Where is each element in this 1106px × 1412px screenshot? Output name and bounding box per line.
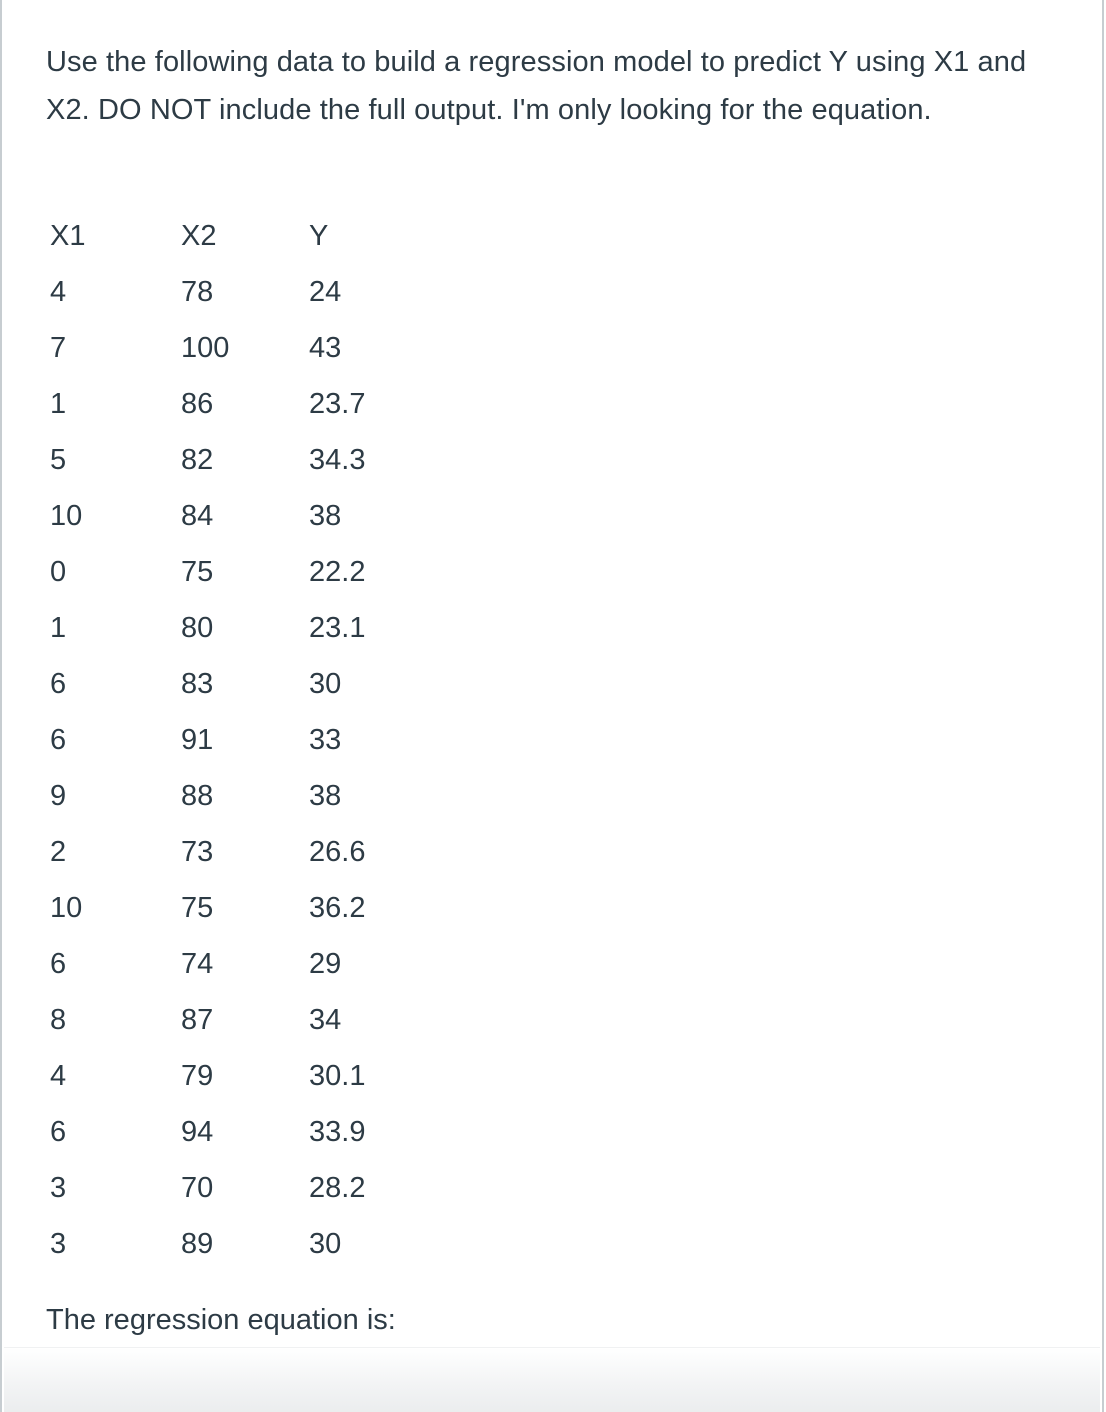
cell-x1: 6 [50,667,67,700]
table-row [46,880,429,936]
table-row [46,1048,429,1104]
cell-x1: 6 [50,723,67,756]
cell-y: 28.2 [309,1171,366,1204]
table-header-row [46,208,429,264]
cell-y: 30 [309,667,342,700]
table-row [46,768,429,824]
cell-y: 26.6 [309,835,366,868]
data-table [46,208,429,1272]
cell-x2: 84 [181,499,214,532]
cell-x1: 8 [50,1003,67,1036]
table-row [46,992,429,1048]
column-header-x1: X1 [50,219,86,252]
cell-x1: 2 [50,835,67,868]
cell-x2: 78 [181,275,214,308]
cell-y: 22.2 [309,555,366,588]
cell-x1: 4 [50,1059,67,1092]
table-row [46,1104,429,1160]
table-row [46,1160,429,1216]
table-row [46,824,429,880]
regression-equation-label: The regression equation is: [46,1304,396,1336]
table-row [46,264,429,320]
cell-x2: 88 [181,779,214,812]
table-body [46,264,429,1272]
table-row [46,656,429,712]
table-row [46,1216,429,1272]
cell-y: 29 [309,947,342,980]
cell-y: 30.1 [309,1059,366,1092]
cell-x1: 4 [50,275,67,308]
cell-y: 38 [309,499,342,532]
cell-x1: 6 [50,1115,67,1148]
table-row [46,488,429,544]
cell-x2: 80 [181,611,214,644]
table-row [46,712,429,768]
cell-x2: 91 [181,723,214,756]
cell-x1: 5 [50,443,67,476]
cell-y: 34 [309,1003,342,1036]
cell-x2: 75 [181,555,214,588]
cell-x2: 79 [181,1059,214,1092]
cell-x1: 3 [50,1171,67,1204]
cell-y: 43 [309,331,342,364]
cell-x2: 75 [181,891,214,924]
table-row [46,936,429,992]
column-header-y: Y [309,219,329,252]
cell-x2: 82 [181,443,214,476]
cell-x1: 1 [50,611,67,644]
cell-x2: 87 [181,1003,214,1036]
cell-x2: 86 [181,387,214,420]
cell-x1: 6 [50,947,67,980]
cell-x1: 3 [50,1227,67,1260]
cell-y: 34.3 [309,443,366,476]
cell-y: 36.2 [309,891,366,924]
cell-x1: 10 [50,499,83,532]
question-prompt: Use the following data to build a regression model to predict Y using X1 and X2. DO NOT include the full output. I'm only looking for the equation. [46,46,1027,126]
cell-y: 23.7 [309,387,366,420]
cell-y: 33.9 [309,1115,366,1148]
cell-x2: 89 [181,1227,214,1260]
table-row [46,320,429,376]
cell-y: 23.1 [309,611,366,644]
table-row [46,544,429,600]
cell-y: 38 [309,779,342,812]
cell-x2: 100 [181,331,230,364]
cell-x2: 74 [181,947,214,980]
cell-x1: 0 [50,555,67,588]
cell-x1: 7 [50,331,67,364]
table-row [46,376,429,432]
column-header-x2: X2 [181,219,217,252]
cell-x2: 94 [181,1115,214,1148]
cell-x1: 1 [50,387,67,420]
table-row [46,432,429,488]
cell-y: 33 [309,723,342,756]
cell-x1: 9 [50,779,67,812]
bottom-fade [4,1347,1100,1412]
table-row [46,600,429,656]
cell-x2: 70 [181,1171,214,1204]
cell-y: 30 [309,1227,342,1260]
cell-y: 24 [309,275,342,308]
cell-x2: 73 [181,835,214,868]
cell-x1: 10 [50,891,83,924]
cell-x2: 83 [181,667,214,700]
